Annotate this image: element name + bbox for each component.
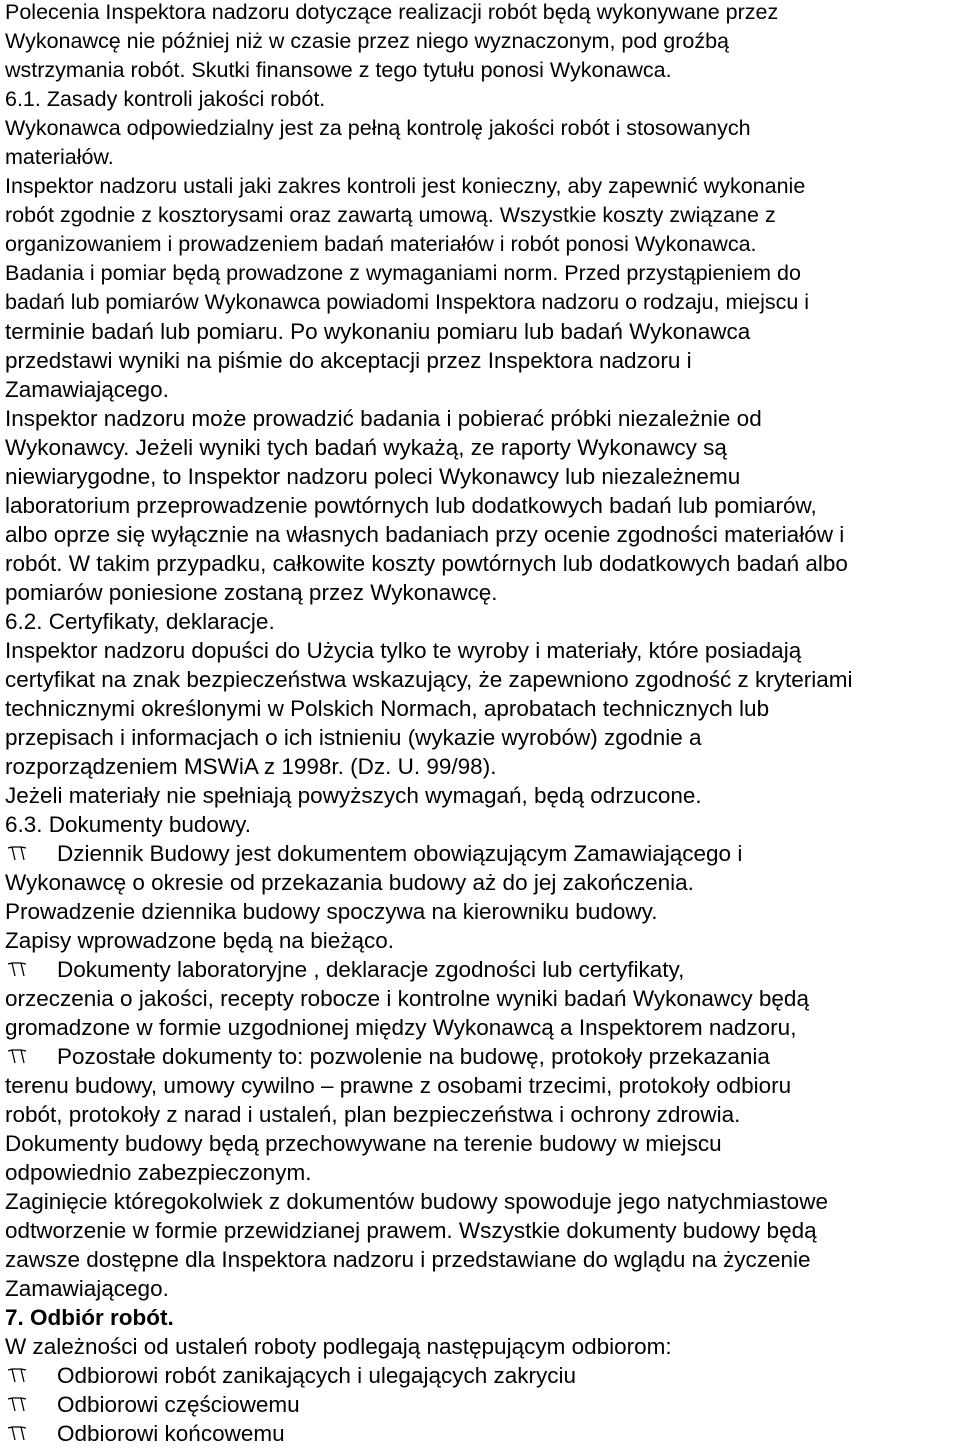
line-text: badań lub pomiarów Wykonawca powiadomi Inspektora nadzoru o rodzaju, miejscu i (5, 290, 810, 314)
line-text: Dziennik Budowy jest dokumentem obowiązującym Zamawiającego i (57, 841, 743, 866)
document-page (5, 0, 957, 1448)
text-line (5, 288, 957, 317)
line-text: albo oprze się wyłącznie na własnych badaniach przy ocenie zgodności materiałów i (5, 522, 845, 547)
line-text: Zamawiającego. (5, 377, 169, 402)
line-text: materiałów. (5, 145, 114, 169)
line-text: Odbiorowi końcowemu (57, 1421, 285, 1446)
line-text: Dokumenty laboratoryjne , deklaracje zgodności lub certyfikaty, (57, 957, 685, 982)
line-text: odpowiednio zabezpieczonym. (5, 1160, 312, 1185)
text-line (5, 317, 957, 346)
line-text: terminie badań lub pomiaru. Po wykonaniu pomiaru lub badań Wykonawca (5, 319, 751, 344)
text-line (5, 56, 957, 85)
text-line (5, 897, 957, 926)
bullet-list-item (5, 1042, 957, 1071)
line-text: Inspektor nadzoru dopuści do Użycia tylko te wyroby i materiały, które posiadają (5, 638, 802, 663)
line-text: Badania i pomiar będą prowadzone z wymaganiami norm. Przed przystąpieniem do (5, 261, 801, 285)
line-text: pomiarów poniesione zostaną przez Wykonawcę. (5, 580, 498, 605)
line-text: Inspektor nadzoru ustali jaki zakres kontroli jest konieczny, aby zapewnić wykonanie (5, 174, 806, 198)
text-line (5, 607, 957, 636)
list-bullet-icon (5, 1390, 57, 1419)
line-text: Dokumenty budowy będą przechowywane na terenie budowy w miejscu (5, 1131, 722, 1156)
line-text: W zależności od ustaleń roboty podlegają następującym odbiorom: (5, 1334, 672, 1359)
text-line (5, 462, 957, 491)
line-text: Pozostałe dokumenty to: pozwolenie na budowę, protokoły przekazania (57, 1044, 770, 1069)
text-line (5, 375, 957, 404)
text-line (5, 404, 957, 433)
text-line (5, 85, 957, 114)
line-text: 6.1. Zasady kontroli jakości robót. (5, 87, 326, 111)
line-text: Zamawiającego. (5, 1276, 169, 1301)
line-text: robót. W takim przypadku, całkowite koszty powtórnych lub dodatkowych badań albo (5, 551, 848, 576)
text-line (5, 781, 957, 810)
text-line (5, 1158, 957, 1187)
line-text: zawsze dostępne dla Inspektora nadzoru i przedstawiane do wglądu na życzenie (5, 1247, 811, 1272)
line-text: przedstawi wyniki na piśmie do akceptacji przez Inspektora nadzoru i (5, 348, 692, 373)
line-text: Wykonawcę o okresie od przekazania budowy aż do jej zakończenia. (5, 870, 694, 895)
text-line (5, 868, 957, 897)
line-text: Prowadzenie dziennika budowy spoczywa na kierowniku budowy. (5, 899, 658, 924)
text-line (5, 143, 957, 172)
text-line (5, 433, 957, 462)
text-line (5, 752, 957, 781)
text-line (5, 1274, 957, 1303)
line-text: gromadzone w formie uzgodnionej między Wykonawcą a Inspektorem nadzoru, (5, 1015, 797, 1040)
line-text: przepisach i informacjach o ich istnieniu (wykazie wyrobów) zgodnie a (5, 725, 702, 750)
text-line (5, 114, 957, 143)
line-text: Inspektor nadzoru może prowadzić badania i pobierać próbki niezależnie od (5, 406, 762, 431)
text-line (5, 578, 957, 607)
line-text: Odbiorowi częściowemu (57, 1392, 300, 1417)
line-text: wstrzymania robót. Skutki finansowe z tego tytułu ponosi Wykonawca. (5, 58, 672, 82)
text-line (5, 520, 957, 549)
line-text: terenu budowy, umowy cywilno – prawne z osobami trzecimi, protokoły odbioru (5, 1073, 792, 1098)
text-line (5, 230, 957, 259)
line-text: certyfikat na znak bezpieczeństwa wskazujący, że zapewniono zgodność z kryteriami (5, 667, 853, 692)
text-line (5, 723, 957, 752)
text-line (5, 27, 957, 56)
text-line (5, 0, 957, 27)
text-line (5, 201, 957, 230)
list-bullet-icon (5, 1042, 57, 1071)
line-text: robót, protokoły z narad i ustaleń, plan bezpieczeństwa i ochrony zdrowia. (5, 1102, 741, 1127)
line-text: organizowaniem i prowadzeniem badań materiałów i robót ponosi Wykonawca. (5, 232, 757, 256)
list-bullet-icon (5, 1419, 57, 1448)
line-text: Wykonawcę nie później niż w czasie przez niego wyznaczonym, pod groźbą (5, 29, 729, 53)
bullet-list-item (5, 1361, 957, 1390)
line-text: laboratorium przeprowadzenie powtórnych lub dodatkowych badań lub pomiarów, (5, 493, 817, 518)
bullet-list-item (5, 955, 957, 984)
text-line (5, 1332, 957, 1361)
text-line (5, 810, 957, 839)
text-line (5, 694, 957, 723)
text-line (5, 549, 957, 578)
text-line (5, 636, 957, 665)
list-bullet-icon (5, 1361, 57, 1390)
line-text: odtworzenie w formie przewidzianej prawem. Wszystkie dokumenty budowy będą (5, 1218, 817, 1243)
text-line (5, 1129, 957, 1158)
line-text: rozporządzeniem MSWiA z 1998r. (Dz. U. 99/98). (5, 754, 497, 779)
text-line (5, 1071, 957, 1100)
line-text: 7. Odbiór robót. (5, 1305, 174, 1330)
text-line (5, 1100, 957, 1129)
bullet-list-item (5, 1419, 957, 1448)
line-text: Jeżeli materiały nie spełniają powyższych wymagań, będą odrzucone. (5, 783, 702, 808)
list-bullet-icon (5, 839, 57, 868)
text-line (5, 1013, 957, 1042)
list-bullet-icon (5, 955, 57, 984)
line-text: Zaginięcie któregokolwiek z dokumentów budowy spowoduje jego natychmiastowe (5, 1189, 828, 1214)
section-heading (5, 1303, 957, 1332)
line-text: Zapisy wprowadzone będą na bieżąco. (5, 928, 394, 953)
text-line (5, 1187, 957, 1216)
line-text: Polecenia Inspektora nadzoru dotyczące realizacji robót będą wykonywane przez (5, 0, 779, 24)
line-text: Wykonawcy. Jeżeli wyniki tych badań wykażą, ze raporty Wykonawcy są (5, 435, 727, 460)
line-text: robót zgodnie z kosztorysami oraz zawartą umową. Wszystkie koszty związane z (5, 203, 776, 227)
line-text: orzeczenia o jakości, recepty robocze i kontrolne wyniki badań Wykonawcy będą (5, 986, 809, 1011)
text-line (5, 172, 957, 201)
line-text: niewiarygodne, to Inspektor nadzoru poleci Wykonawcy lub niezależnemu (5, 464, 741, 489)
text-line (5, 1245, 957, 1274)
line-text: Wykonawca odpowiedzialny jest za pełną kontrolę jakości robót i stosowanych (5, 116, 751, 140)
line-text: 6.2. Certyfikaty, deklaracje. (5, 609, 275, 634)
text-line (5, 259, 957, 288)
text-line (5, 926, 957, 955)
text-line (5, 665, 957, 694)
text-line (5, 1216, 957, 1245)
text-line (5, 346, 957, 375)
line-text: Odbiorowi robót zanikających i ulegających zakryciu (57, 1363, 576, 1388)
text-line (5, 491, 957, 520)
bullet-list-item (5, 839, 957, 868)
text-line (5, 984, 957, 1013)
line-text: 6.3. Dokumenty budowy. (5, 812, 251, 837)
line-text: technicznymi określonymi w Polskich Normach, aprobatach technicznych lub (5, 696, 770, 721)
bullet-list-item (5, 1390, 957, 1419)
